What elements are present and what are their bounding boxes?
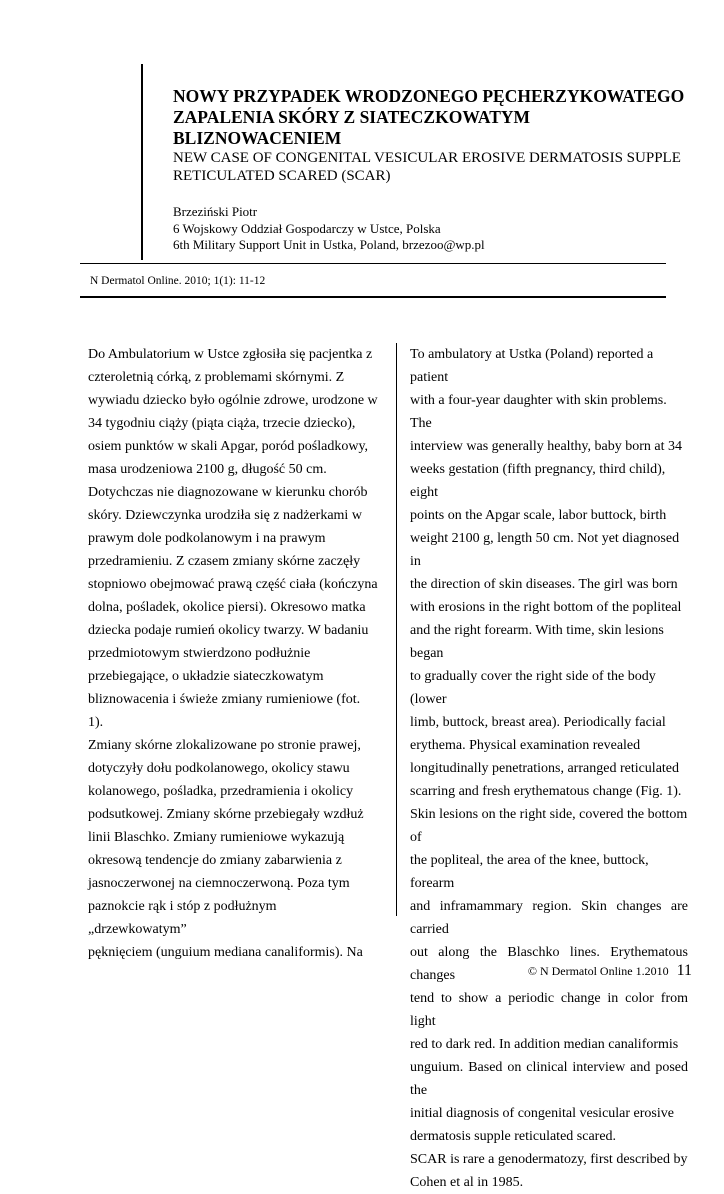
- paragraph-line-en: Cohen et al in 1985.: [410, 1175, 524, 1190]
- author-name: Brzeziński Piotr: [173, 204, 258, 219]
- left-column-polish: [88, 343, 378, 964]
- paragraph-line-en: To ambulatory at Ustka (Poland) reported a patient: [410, 347, 654, 385]
- paragraph-line-en: and the right forearm. With time, skin lesions began: [410, 623, 664, 661]
- paragraph-line-pl: bliznowacenia i świeże zmiany rumieniowe (fot. 1).: [88, 692, 361, 730]
- paragraph-line-en: initial diagnosis of congenital vesicular erosive: [410, 1106, 674, 1121]
- paragraph-line-pl: okresową tendencje do zmiany zabarwienia z: [88, 853, 342, 868]
- journal-reference: N Dermatol Online. 2010; 1(1): 11-12: [90, 275, 266, 287]
- paragraph-line-en: longitudinally penetrations, arranged reticulated: [410, 761, 680, 776]
- title-block: [173, 86, 693, 185]
- paragraph-line-pl: jasnoczerwonej na ciemnoczerwoną. Poza tym: [88, 876, 350, 891]
- paragraph-line-pl: dolna, pośladek, okolice piersi). Okresowo matka: [88, 600, 366, 615]
- header-vertical-rule: [141, 64, 143, 260]
- paragraph-line-pl: pęknięciem (unguium mediana canaliformis). Na: [88, 945, 363, 960]
- paragraph-line-en: with a four-year daughter with skin problems. The: [410, 393, 667, 431]
- paragraph-line-en: scarring and fresh erythematous change (Fig. 1).: [410, 784, 682, 799]
- header-rule-bottom: [80, 296, 666, 298]
- affiliation-polish: 6 Wojskowy Oddział Gospodarczy w Ustce, Polska: [173, 220, 441, 236]
- column-divider: [396, 343, 397, 916]
- paragraph-line-en: red to dark red. In addition median canaliformis: [410, 1037, 679, 1052]
- paragraph-line-en: weight 2100 g, length 50 cm. Not yet diagnosed in: [410, 531, 680, 569]
- paragraph-line-pl: wywiadu dziecko było ogólnie zdrowe, urodzone w: [88, 393, 378, 408]
- paragraph-line-en: interview was generally healthy, baby born at 34: [410, 439, 683, 454]
- title-polish-line-2: ZAPALENIA SKÓRY Z SIATECZKOWATYM: [173, 107, 531, 127]
- paragraph-line-pl: paznokcie rąk i stóp z podłużnym „drzewkowatym”: [88, 899, 277, 937]
- paragraph-line-en: out along the Blaschko lines. Erythematous changes: [410, 945, 688, 983]
- paragraph-line-en: to gradually cover the right side of the body (lower: [410, 669, 656, 707]
- paragraph-line-pl: Dotychczas nie diagnozowane w kierunku chorób: [88, 485, 368, 500]
- paragraph-line-en: tend to show a periodic change in color from light: [410, 991, 688, 1029]
- paragraph-line-en: the popliteal, the area of the knee, buttock, forearm: [410, 853, 649, 891]
- paragraph-line-pl: Zmiany skórne zlokalizowane po stronie prawej,: [88, 738, 361, 753]
- page-footer: [528, 962, 692, 980]
- paragraph-line-pl: czteroletnią córką, z problemami skórnymi. Z: [88, 370, 345, 385]
- paragraph-line-en: Skin lesions on the right side, covered the bottom of: [410, 807, 688, 845]
- title-polish-line-1: NOWY PRZYPADEK WRODZONEGO PĘCHERZYKOWATEGO: [173, 86, 685, 106]
- paragraph-line-en: weeks gestation (fifth pregnancy, third child), eight: [410, 462, 666, 500]
- paragraph-line-en: dermatosis supple reticulated scared.: [410, 1129, 617, 1144]
- paragraph-line-en: with erosions in the right bottom of the popliteal: [410, 600, 682, 615]
- paragraph-line-pl: przebiegające, o układzie siateczkowatym: [88, 669, 324, 684]
- paragraph-line-en: and inframammary region. Skin changes are carried: [410, 899, 688, 937]
- paragraph-line-en: limb, buttock, breast area). Periodically facial: [410, 715, 666, 730]
- paragraph-line-pl: 34 tygodniu ciąży (piąta ciąża, trzecie dziecko),: [88, 416, 356, 431]
- paragraph-line-pl: osiem punktów w skali Apgar, poród pośladkowy,: [88, 439, 369, 454]
- paragraph-line-pl: Do Ambulatorium w Ustce zgłosiła się pacjentka z: [88, 347, 373, 362]
- paragraph-line-pl: skóry. Dziewczynka urodziła się z nadżerkami w: [88, 508, 362, 523]
- paragraph-line-en: unguium. Based on clinical interview and posed the: [410, 1060, 688, 1098]
- paragraph-line-pl: kolanowego, pośladka, przedramienia i okolicy: [88, 784, 354, 799]
- header-rule-top: [80, 263, 666, 264]
- paragraph-line-pl: przedramieniu. Z czasem zmiany skórne zaczęły: [88, 554, 361, 569]
- paragraph-line-en: points on the Apgar scale, labor buttock, birth: [410, 508, 667, 523]
- paragraph-line-pl: masa urodzeniowa 2100 g, długość 50 cm.: [88, 462, 327, 477]
- right-column-english: [410, 343, 688, 1194]
- paragraph-line-pl: prawym dole podkolanowym i na prawym: [88, 531, 326, 546]
- paragraph-line-en: erythema. Physical examination revealed: [410, 738, 641, 753]
- affiliation-english: 6th Military Support Unit in Ustka, Poland, brzezoo@wp.pl: [173, 237, 485, 252]
- paragraph-line-pl: podsutkowej. Zmiany skórne przebiegały wzdłuż: [88, 807, 364, 822]
- title-english-line-2: RETICULATED SCARED (SCAR): [173, 168, 391, 184]
- paragraph-line-pl: stopniowo obejmować prawą część ciała (kończyna: [88, 577, 378, 592]
- author-block: [173, 204, 485, 254]
- paragraph-line-pl: dziecka podaje rumień okolicy twarzy. W badaniu: [88, 623, 369, 638]
- paragraph-line-pl: przedmiotowym stwierdzono podłużnie: [88, 646, 311, 661]
- paragraph-line-en: SCAR is rare a genodermatozy, first described by: [410, 1152, 688, 1167]
- paragraph-line-pl: linii Blaschko. Zmiany rumieniowe wykazują: [88, 830, 345, 845]
- title-english-line-1: NEW CASE OF CONGENITAL VESICULAR EROSIVE DERMATOSIS SUPPLE: [173, 150, 681, 166]
- page-number: 11: [676, 962, 692, 979]
- title-polish-line-3: BLIZNOWACENIEM: [173, 128, 342, 148]
- paragraph-line-en: the direction of skin diseases. The girl was born: [410, 577, 678, 592]
- footer-copyright: © N Dermatol Online 1.2010: [527, 964, 669, 978]
- paragraph-line-pl: dotyczyły dołu podkolanowego, okolicy stawu: [88, 761, 350, 776]
